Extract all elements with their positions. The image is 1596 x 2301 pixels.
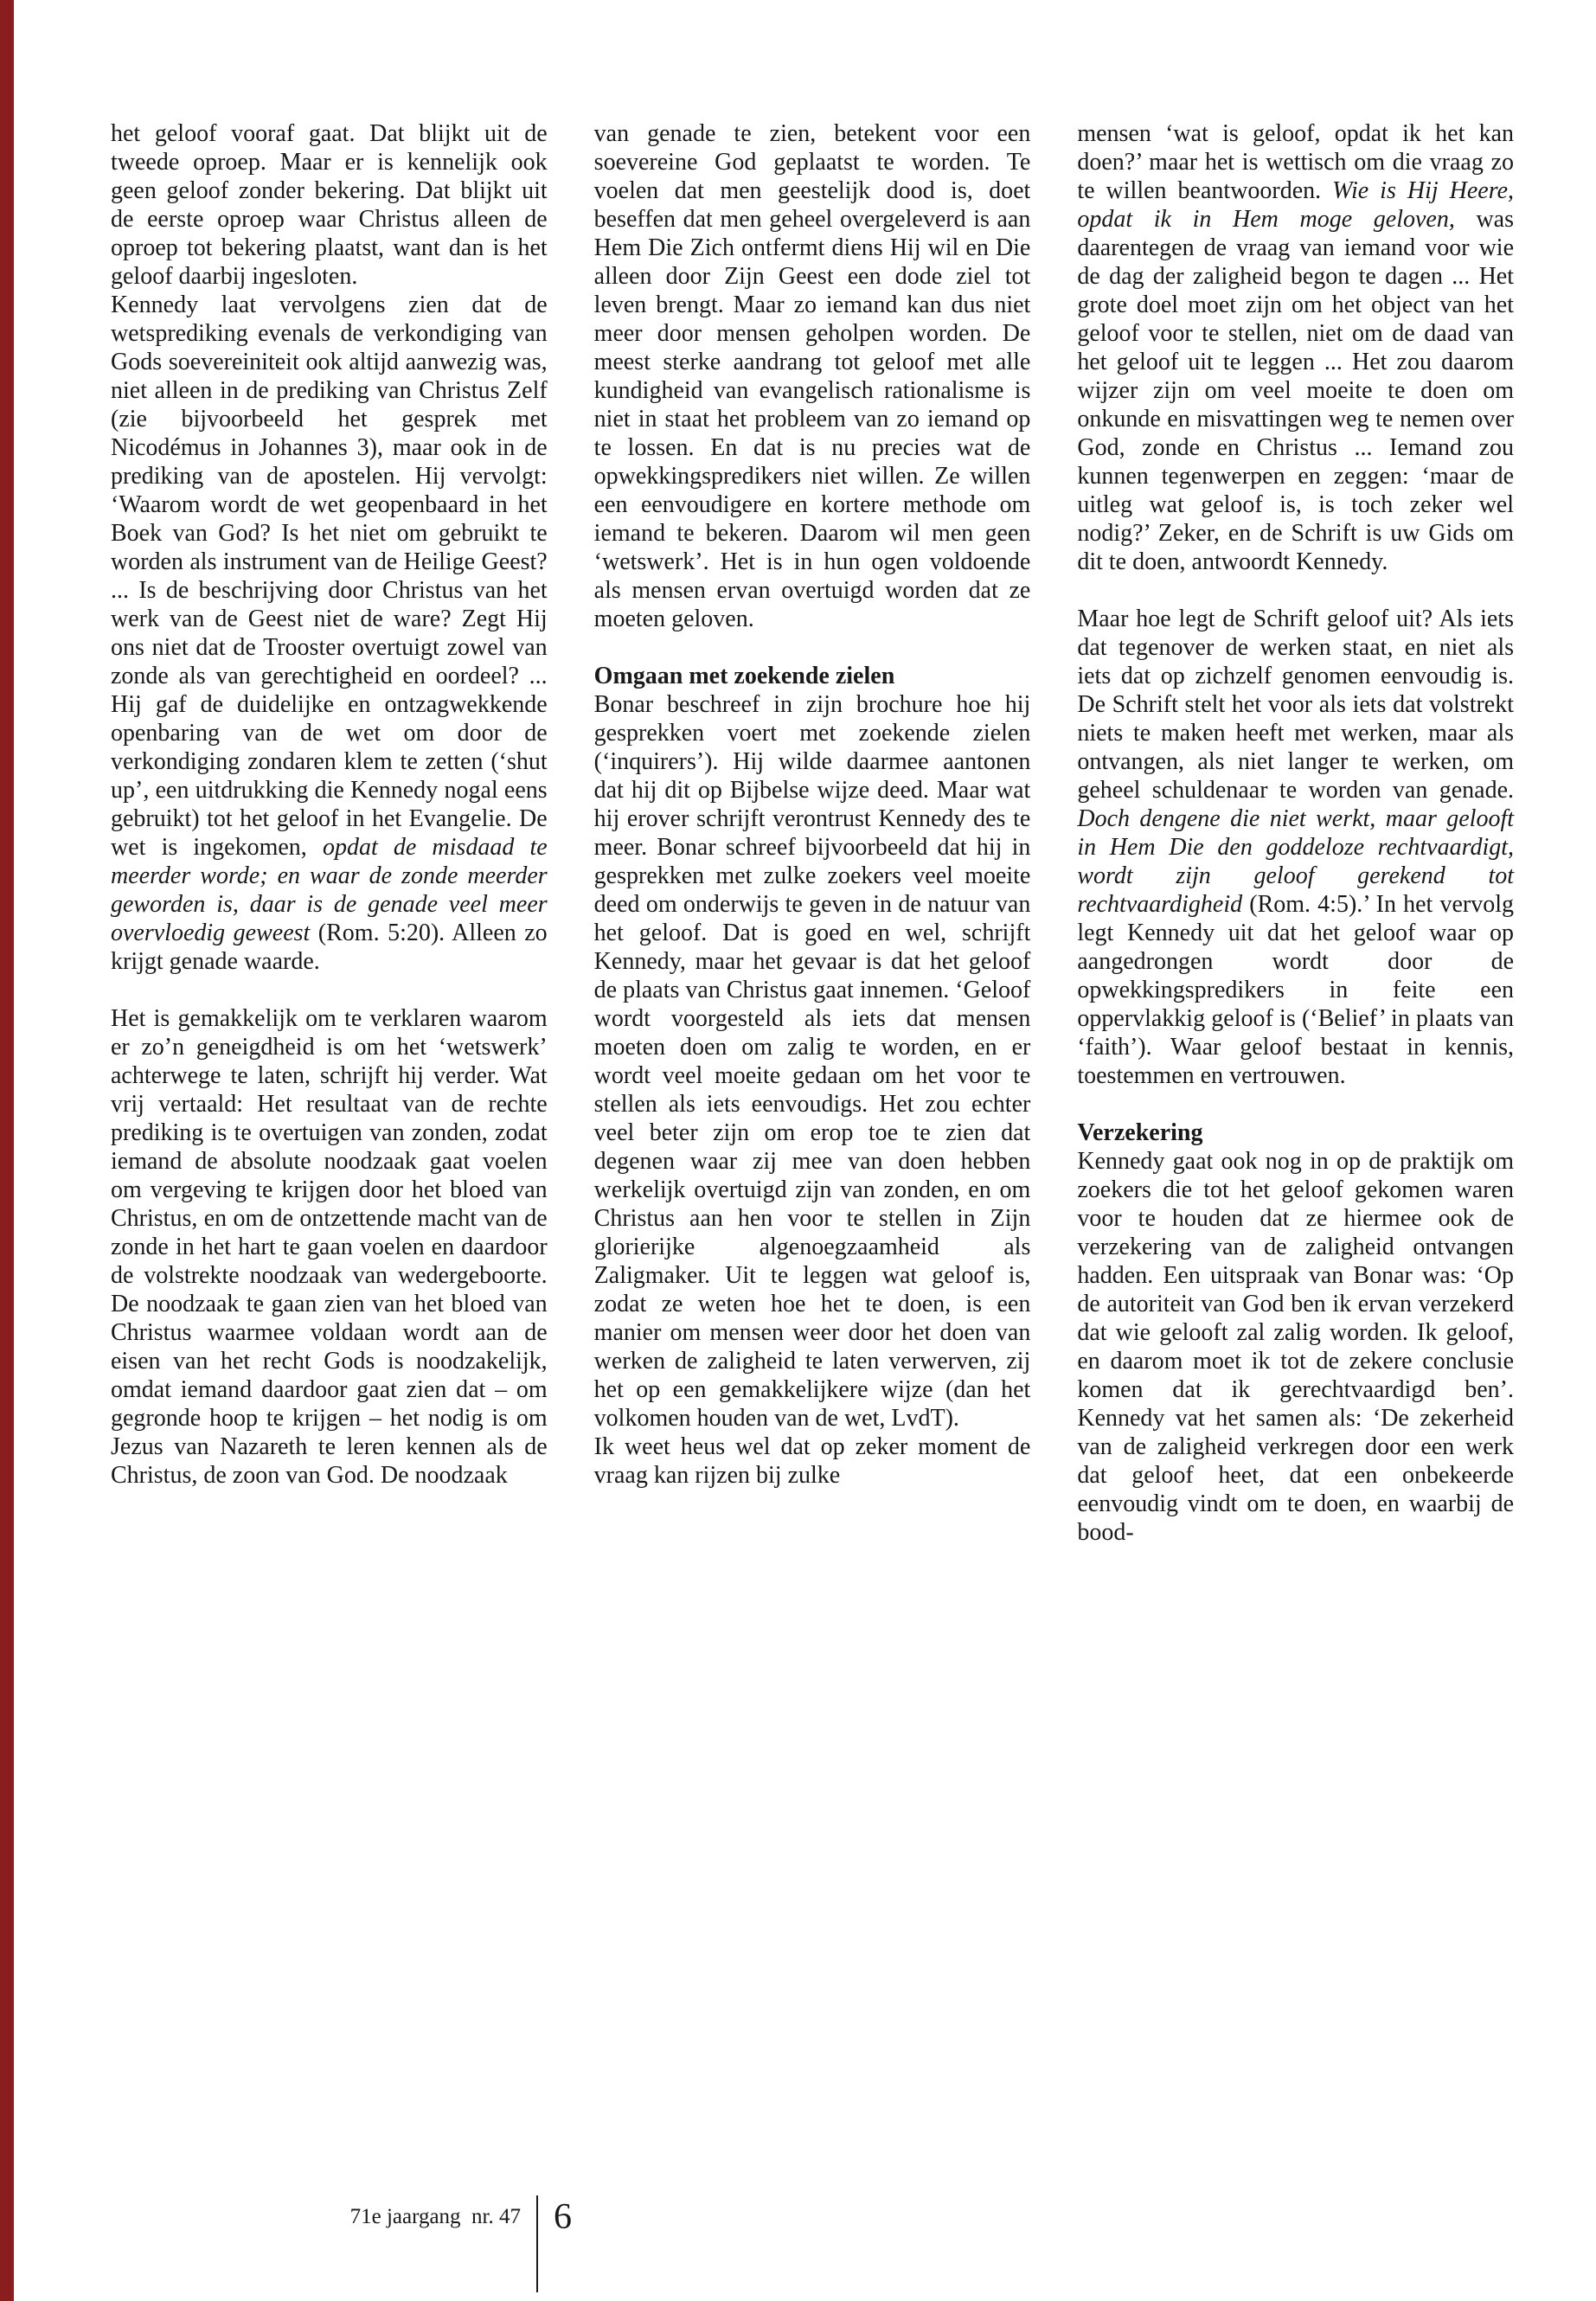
section-heading xyxy=(1077,1118,1514,1147)
paragraph xyxy=(111,1004,548,1490)
italic-text: opdat de misdaad te meerder worde; en waar de zonde meerder geworden is, daar is de genade veel meer overvloedig geweest xyxy=(111,834,548,946)
text-columns xyxy=(111,119,1514,1547)
paragraph xyxy=(111,291,548,976)
paragraph xyxy=(594,1433,1031,1490)
body-text: Bonar beschreef in zijn brochure hoe hij gesprekken voert met zoekende zielen (‘inquirers’). Hij wilde daarmee aantonen dat hij dit op Bijbelse wijze deed. Maar wat hij erover schrijft verontrust Kennedy des te meer. Bonar schreef bijvoorbeeld dat hij in gesprekken met zulke zoekers veel moeite deed om onderwijs te geven in de natuur van het geloof. Dat is goed en wel, schrijft Kennedy, maar het gevaar is dat het geloof de plaats van Christus gaat innemen. ‘Geloof wordt voorgesteld als iets dat mensen moeten doen om zalig te worden, en er wordt veel moeite gedaan om het voor te stellen als iets eenvoudigs. Het zou echter veel beter zijn om erop toe te zien dat degenen waar zij mee van doen hebben werkelijk overtuigd zijn van zonden, en om Christus aan hen voor te stellen in Zijn glorierijke algenoegzaamheid als Zaligmaker. Uit te leggen wat geloof is, zodat ze weten hoe het te doen, is een manier om mensen weer door het doen van werken de zaligheid te laten verwerven, zij het op een gemakkelijkere wijze (dan het volkomen houden van de wet, LvdT). xyxy=(593,691,1031,1432)
body-text: (Rom. 4:5).’ In het vervolg legt Kennedy uit dat het geloof waar op aangedrongen wordt door de opwekkingspredikers in feite een oppervlakkig geloof is (‘Belief’ in plaats van ‘faith’). Waar geloof bestaat in kennis, toestemmen en vertrouwen. xyxy=(1077,891,1515,1089)
body-text: was daarentegen de vraag van iemand voor wie de dag der zaligheid begon te dagen ... Het grote doel moet zijn om het object van het geloof voor te stellen, niet om de daad van het geloof uit te leggen ... Het zou daarom wijzer zijn om veel moeite te doen om onkunde en misvattingen weg te nemen over God, zonde en Christus ... Iemand zou kunnen tegenwerpen en zeggen: ‘maar de uitleg wat geloof is, is toch zeker wel nodig?’ Zeker, en de Schrift is uw Gids om dit te doen, antwoordt Kennedy. xyxy=(1077,206,1515,575)
left-accent-bar xyxy=(0,0,14,2301)
paragraph xyxy=(594,690,1031,1433)
paragraph xyxy=(1077,119,1514,576)
body-text: mensen ‘wat is geloof, opdat ik het kan doen?’ maar het is wettisch om die vraag zo te willen beantwoorden. xyxy=(1077,120,1515,204)
paragraph xyxy=(111,119,548,291)
body-text: Verzekering xyxy=(1077,1119,1203,1146)
column-3 xyxy=(1077,119,1514,1547)
column-2 xyxy=(594,119,1031,1547)
paragraph xyxy=(1077,605,1514,1090)
page-number: 6 xyxy=(554,2197,572,2237)
body-text: Kennedy laat vervolgens zien dat de wetsprediking evenals de verkondiging van Gods soevereiniteit ook altijd aanwezig was, niet alleen in de prediking van Christus Zelf (zie bijvoorbeeld het gesprek met Nicodémus in Johannes 3), maar ook in de prediking van de apostelen. Hij vervolgt: ‘Waarom wordt de wet geopenbaard in het Boek van God? Is het niet om gebruikt te worden als instrument van de Heilige Geest? ... Is de beschrijving door Christus van het werk van de Geest niet de ware? Zegt Hij ons niet dat de Trooster overtuigt zowel van zonde als van gerechtigheid en oordeel? ... Hij gaf de duidelijke en ontzagwekkende openbaring van de wet om door de verkondiging zondaren klem te zetten (‘shut up’, een uitdrukking die Kennedy nogal eens gebruikt) tot het geloof in het Evangelie. De wet is ingekomen, xyxy=(111,292,548,861)
body-text: Omgaan met zoekende zielen xyxy=(593,663,895,689)
journal-issue-label: 71e jaargang nr. 47 xyxy=(349,2205,521,2228)
body-text: Kennedy gaat ook nog in op de praktijk om zoekers die tot het geloof gekomen waren voor te houden dat ze hiermee ook de verzekering van de zaligheid ontvangen hadden. Een uitspraak van Bonar was: ‘Op de autoriteit van God ben ik ervan verzekerd dat wie gelooft zal zalig worden. Ik geloof, en daarom moet ik tot de zekere conclusie komen dat ik gerechtvaardigd ben’. Kennedy vat het samen als: ‘De zekerheid van de zaligheid verkregen door een werk dat geloof heet, dat een onbekeerde eenvoudig vindt om te doen, en waarbij de bood- xyxy=(1077,1148,1515,1546)
column-1 xyxy=(111,119,548,1547)
paragraph xyxy=(594,119,1031,633)
body-text: (Rom. 5:20). Alleen zo krijgt genade waarde. xyxy=(111,920,548,975)
section-heading xyxy=(594,662,1031,690)
body-text: Het is gemakkelijk om te verklaren waarom er zo’n geneigdheid is om het ‘wetswerk’ achterwege te laten, schrijft hij verder. Wat vrij vertaald: Het resultaat van de rechte prediking is te overtuigen van zonden, zodat iemand de absolute noodzaak gaat voelen om vergeving te krijgen door het bloed van Christus, en om de ontzettende macht van de zonde in het hart te gaan voelen en daardoor de volstrekte noodzaak van wedergeboorte. De noodzaak te gaan zien van het bloed van Christus waarmee voldaan wordt aan de eisen van het recht Gods is noodzakelijk, omdat iemand daardoor gaat zien dat – om gegronde hoop te krijgen – het nodig is om Jezus van Nazareth te leren kennen als de Christus, de zoon van God. De noodzaak xyxy=(111,1005,548,1489)
body-text: van genade te zien, betekent voor een soevereine God geplaatst te worden. Te voelen dat men geestelijk dood is, doet beseffen dat men geheel overgeleverd is aan Hem Die Zich ontfermt diens Hij wil en Die alleen door Zijn Geest een dode ziel tot leven brengt. Maar zo iemand kan dus niet meer door mensen geholpen worden. De meest sterke aandrang tot geloof met alle kundigheid van evangelisch rationalisme is niet in staat het probleem van zo iemand op te lossen. En dat is nu precies wat de opwekkingspredikers niet willen. Ze willen een eenvoudigere en kortere methode om iemand te bekeren. Daarom wil men geen ‘wetswerk’. Het is in hun ogen voldoende als mensen ervan overtuigd worden dat ze moeten geloven. xyxy=(593,120,1031,632)
body-text: Ik weet heus wel dat op zeker moment de vraag kan rijzen bij zulke xyxy=(593,1433,1031,1489)
body-text: het geloof vooraf gaat. Dat blijkt uit de tweede oproep. Maar er is kennelijk ook geen geloof zonder bekering. Dat blijkt uit de eerste oproep waar Christus alleen de oproep tot bekering plaatst, want dan is het geloof daarbij ingesloten. xyxy=(111,120,548,290)
italic-text: Doch dengene die niet werkt, maar gelooft in Hem Die den goddeloze rechtvaardigt, wordt zijn geloof gerekend tot rechtvaardigheid xyxy=(1077,805,1515,918)
italic-text: Wie is Hij Heere, opdat ik in Hem moge geloven, xyxy=(1077,177,1514,233)
page-footer xyxy=(111,2195,572,2292)
body-text: Maar hoe legt de Schrift geloof uit? Als iets dat tegenover de werken staat, en niet als iets dat op zichzelf genomen eenvoudig is. De Schrift stelt het voor als iets dat volstrekt niets te maken heeft met werken, maar als ontvangen, als niet langer te werken, om geheel schuldenaar te worden van genade. xyxy=(1077,606,1515,804)
paragraph xyxy=(1077,1147,1514,1547)
